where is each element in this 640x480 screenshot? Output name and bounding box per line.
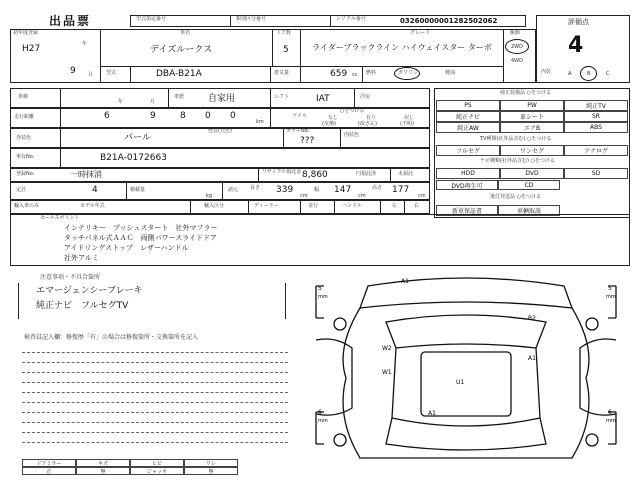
mileage-option-unknown: (不明) xyxy=(400,121,414,127)
load-label: 積載量 xyxy=(130,187,146,193)
import-parallel: 並行 xyxy=(308,203,319,209)
class-label: 類別区分番号 xyxy=(236,16,267,22)
inspector-line xyxy=(22,442,288,443)
car-diagram xyxy=(296,268,636,478)
capacity-value: 4 xyxy=(92,185,98,195)
sales-line: インテリキー プッシュスタート 社外マフラー xyxy=(64,224,218,232)
handle-right: 右 xyxy=(414,203,420,209)
sales-line: アイドリングストップ レザーハンドル xyxy=(64,244,189,252)
footer-label: キズ xyxy=(76,459,130,467)
mileage-digit: 0 xyxy=(230,111,236,121)
year-unit: 年 xyxy=(82,41,88,47)
sales-line: 社外アルミ xyxy=(64,254,99,262)
mileage-option-rollback: 戻し xyxy=(404,115,415,121)
import-label: 輸入車のみ xyxy=(14,203,40,209)
kg-unit: kg xyxy=(206,193,213,199)
equipment-item: PS xyxy=(436,100,500,111)
km-unit: km xyxy=(256,119,264,125)
grade-value: ライダーブラックライン ハイウェイスター ターボ xyxy=(312,43,492,52)
tyre-fl-value: 5 xyxy=(318,285,322,292)
footer-value: 正 xyxy=(22,467,76,475)
footer-value: ジャッキ xyxy=(130,467,184,475)
footer-value: 無 xyxy=(76,467,130,475)
equipment-item: PW xyxy=(500,100,564,111)
height-value: 177 xyxy=(392,185,410,195)
navi-option: HDD xyxy=(436,168,500,179)
score-value: 4 xyxy=(568,33,584,58)
drive-4wd: 4WD xyxy=(511,58,523,64)
mileage-option-yes: 有り xyxy=(366,115,377,121)
width-cm-unit: cm xyxy=(358,193,366,199)
tyre-rl-unit: mm xyxy=(318,418,328,424)
height-cm-unit: cm xyxy=(418,193,426,199)
car-name: デイズルークス xyxy=(150,45,213,55)
navi-title: ナビ種類(社外品含む) ○をつける xyxy=(480,158,555,164)
color-no-value: ??? xyxy=(300,136,315,146)
navi-option: SD xyxy=(564,168,628,179)
mark-b2: B2 xyxy=(528,315,536,322)
note-line: 純正ナビ フルセグTV xyxy=(36,301,129,311)
tyre-fl-unit: mm xyxy=(318,294,328,300)
tyre-fr-unit: mm xyxy=(606,294,616,300)
mark-a1-rear: A1 xyxy=(428,410,436,417)
inspector-line xyxy=(22,382,288,383)
drive-2wd-circle xyxy=(505,39,529,54)
inspector-line xyxy=(22,422,288,423)
disp-label: 排気量 xyxy=(274,70,290,76)
tv-option: ワンセグ xyxy=(500,145,564,156)
recycle-deposited: 円預託済 xyxy=(356,171,377,177)
inspection-label: 車検 xyxy=(18,94,29,100)
attached-title: 後付発送品 ○をつける xyxy=(490,194,541,200)
first-reg-month: 9 xyxy=(70,66,76,76)
length-cm-unit: cm xyxy=(300,193,308,199)
handle-label: ハンドル xyxy=(342,203,363,209)
length-label: 長さ xyxy=(250,185,261,191)
notes-title: 注意事項・不具合箇所 xyxy=(40,274,101,281)
equipment-title: 純正装備品 ○をつける xyxy=(500,90,551,96)
footer-value: 無 xyxy=(184,467,238,475)
inspector-line xyxy=(22,392,288,393)
fuel-label: 燃料 xyxy=(366,70,377,76)
shift-label: シフト xyxy=(274,94,290,100)
mileage-option-none: なし xyxy=(328,115,339,121)
length-value: 339 xyxy=(276,185,294,195)
model-year-label: モデル年式 xyxy=(80,203,105,209)
mark-w1: W1 xyxy=(382,369,392,376)
interior-color-label: 内装色 xyxy=(344,132,360,138)
month-unit: 月 xyxy=(88,72,94,78)
mark-u1: U1 xyxy=(456,379,465,386)
sheet-title: 出品票 xyxy=(49,14,92,28)
equipment-item: SR xyxy=(564,111,628,122)
equipment-item: 革シート xyxy=(500,111,564,122)
serial-label: シリアル番号 xyxy=(336,16,366,22)
type-approval-label: 型式指定番号 xyxy=(136,16,167,22)
width-value: 147 xyxy=(334,185,352,195)
mileage-digit: 0 xyxy=(205,111,211,121)
inspector-line xyxy=(22,372,288,373)
equipment-item: ABS xyxy=(564,122,628,133)
inspector-line xyxy=(22,432,288,433)
mileage-circle-note: ○をつける xyxy=(340,108,365,114)
ac-label: 冷房 xyxy=(360,94,371,100)
color-no-label: カラーNo. xyxy=(286,128,310,134)
footer-label: ヒビ xyxy=(130,459,184,467)
chassis-label: 車台No. xyxy=(16,154,35,160)
cd-cell: CD xyxy=(498,180,560,190)
tyre-rr-value: 6 xyxy=(608,409,612,416)
row-dimensions xyxy=(10,182,430,200)
inspection-month-unit: 月 xyxy=(150,99,156,105)
inspector-title: 検査員記入欄：修復歴「有」の場合は修復箇所・交換箇所を記入 xyxy=(24,334,199,341)
history-label: 車歴 xyxy=(174,94,185,100)
footer-label: ドアミラー xyxy=(22,459,76,467)
inside-label: 内装 xyxy=(541,69,552,75)
grade-label: グレード xyxy=(410,30,431,36)
color-value: パール xyxy=(124,133,151,143)
sales-line: タッチパネル式ＡＡＣ 両側パワースライドドア xyxy=(64,234,217,242)
name-label: 車名 xyxy=(180,30,191,36)
drive-label: 駆動 xyxy=(510,30,521,36)
tv-option: フルセグ xyxy=(436,145,500,156)
mileage-option-tampered: (改ざん) xyxy=(358,121,377,127)
doors-value: 5 xyxy=(283,45,289,55)
chassis-value: B21A-0172663 xyxy=(100,153,167,163)
drive-2wd: 2WD xyxy=(511,44,523,50)
mileage-label: 走行距離 xyxy=(14,114,35,120)
inside-grade-b: B xyxy=(587,71,591,77)
dvd-playback: DVD再生可 xyxy=(436,180,498,190)
mileage-digit: 8 xyxy=(180,111,186,121)
footer-label: ワレ xyxy=(184,459,238,467)
equipment-item: 純正TV xyxy=(564,100,628,111)
mileage-digit: 9 xyxy=(150,111,156,121)
tv-title: TV種類(社外品含む) ○をつける xyxy=(480,136,552,142)
inside-b-circle xyxy=(580,66,597,81)
handle-left: 左 xyxy=(392,203,398,209)
equipment-item: 純正ナビ xyxy=(436,111,500,122)
inside-grade-a: A xyxy=(568,71,572,77)
warranty-cell: 新車保証書 xyxy=(436,205,498,216)
mark-w2: W2 xyxy=(382,345,392,352)
mark-a1-side: A1 xyxy=(528,355,536,362)
doors-label: ドア数 xyxy=(276,30,291,36)
equipment-item: 純正AW xyxy=(436,122,500,133)
tyre-rl-value: 6 xyxy=(318,409,322,416)
inspector-line xyxy=(22,362,288,363)
model-label: 型式 xyxy=(106,70,117,76)
tyre-fr-value: 5 xyxy=(608,285,612,292)
color-change-label: 色替(元色) xyxy=(208,128,232,134)
manual-cell: 車輌取説 xyxy=(498,205,560,216)
registration-label: 登録No. xyxy=(16,171,35,177)
serial-number: 03260000001282502062 xyxy=(400,17,498,25)
registration-value: 一時抹消 xyxy=(70,170,102,179)
mile-label: マイル xyxy=(292,113,307,119)
navi-option: DVD xyxy=(500,168,564,179)
height-label: 高さ xyxy=(372,185,383,191)
cc-unit: cc xyxy=(352,72,358,78)
score-label: 評価点 xyxy=(568,18,589,26)
inside-grade-c: C xyxy=(606,71,610,77)
sales-title: セールスポイント xyxy=(40,215,80,221)
disp-value: 659 xyxy=(330,69,348,79)
recycle-label: リサイクル預託金 xyxy=(262,169,302,175)
inspector-line xyxy=(22,402,288,403)
shift-value: IAT xyxy=(316,94,330,104)
fuel-diesel: 軽油 xyxy=(445,70,456,76)
inspection-year-unit: 年 xyxy=(118,99,124,105)
recycle-value: 8,860 xyxy=(302,170,328,180)
import-class-label: 輸入区分 xyxy=(204,203,225,209)
capacity-label: 定員 xyxy=(16,187,27,193)
width-label: 幅 xyxy=(314,187,320,193)
first-reg-year: H27 xyxy=(22,44,41,54)
use-value: 自家用 xyxy=(208,94,236,104)
fuel-gasoline: ガソリン xyxy=(398,70,419,76)
dimensions-label: 諸元 xyxy=(228,187,239,193)
color-label: 外装色 xyxy=(16,135,32,141)
mileage-digit: 6 xyxy=(104,111,110,121)
recycle-not-deposited: 未預託 xyxy=(398,171,414,177)
tv-option: アナログ xyxy=(564,145,628,156)
fuel-gasoline-circle xyxy=(394,67,420,80)
note-line: エマージェンシーブレーキ xyxy=(36,286,143,296)
equipment-item: エアB xyxy=(500,122,564,133)
tyre-rr-unit: mm xyxy=(606,418,616,424)
mark-a1-front: A1 xyxy=(401,278,409,285)
first-reg-label: 初年度登録 xyxy=(13,30,39,36)
inspector-line xyxy=(22,412,288,413)
mileage-option-exchange: (交換) xyxy=(322,121,336,127)
model-value: DBA-B21A xyxy=(156,69,202,79)
import-dealer: ディーラー xyxy=(254,203,279,209)
inspector-line xyxy=(22,352,288,353)
row-chassis xyxy=(10,148,430,168)
